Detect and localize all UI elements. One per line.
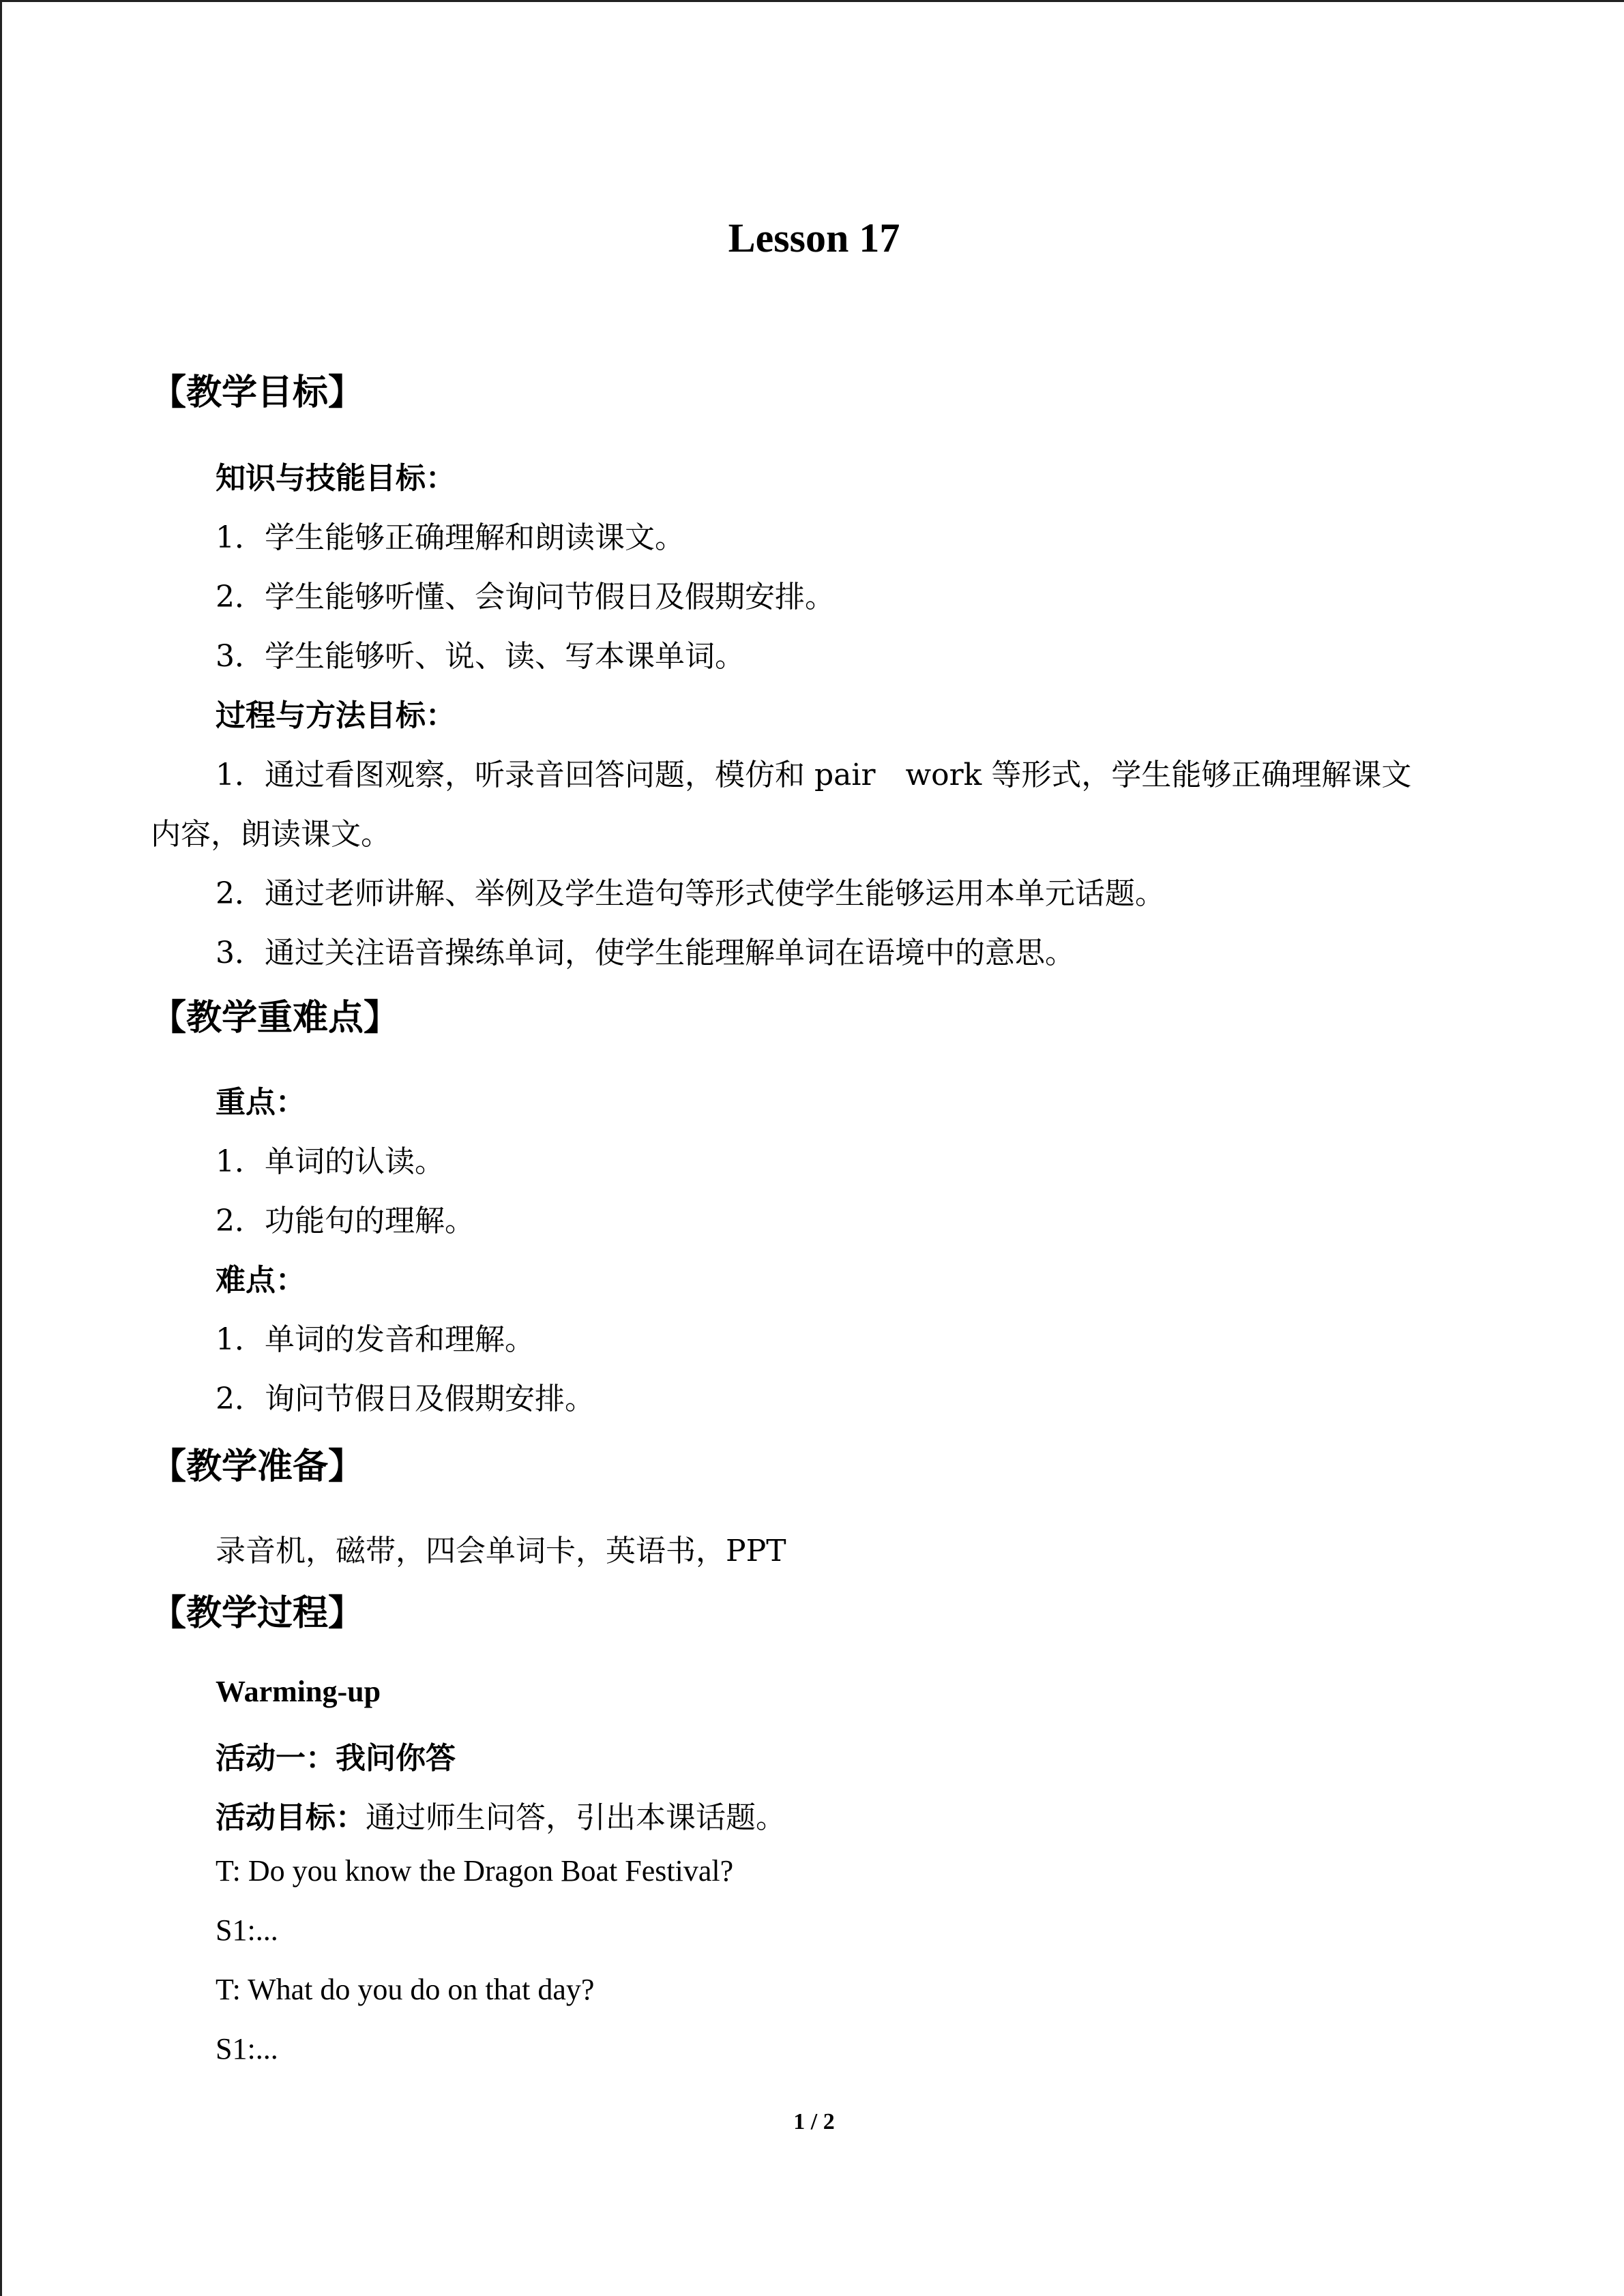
- difficulty-item: 1．单词的发音和理解。: [216, 1322, 535, 1357]
- dialogue-line: T: What do you do on that day?: [216, 1973, 595, 2006]
- knowledge-skill-label: 知识与技能目标：: [216, 461, 456, 496]
- knowledge-item: 2．学生能够听懂、会询问节假日及假期安排。: [216, 580, 835, 614]
- page-number: 1 / 2: [793, 2109, 835, 2134]
- activity-goal: [216, 1793, 786, 1836]
- knowledge-item: 1．学生能够正确理解和朗读课文。: [216, 520, 685, 555]
- focus-item: 2．功能句的理解。: [216, 1204, 475, 1238]
- warming-up-label: Warming-up: [216, 1675, 381, 1708]
- section-heading-procedure: 【教学过程】: [151, 1592, 364, 1634]
- dialogue-line: T: Do you know the Dragon Boat Festival?: [216, 1854, 734, 1888]
- focus-item: 1．单词的认读。: [216, 1144, 445, 1179]
- dialogue-line: S1:...: [216, 1913, 278, 1947]
- knowledge-item: 3．学生能够听、说、读、写本课单词。: [216, 639, 745, 674]
- activity-goal-label: 活动目标：: [216, 1800, 366, 1835]
- section-heading-preparation: 【教学准备】: [151, 1446, 364, 1487]
- process-item: 2．通过老师讲解、举例及学生造句等形式使学生能够运用本单元话题。: [216, 876, 1165, 911]
- difficulty-label: 难点：: [216, 1263, 306, 1298]
- activity-goal-text: 通过师生问答，引出本课话题。: [366, 1800, 786, 1835]
- process-item: 3．通过关注语音操练单词，使学生能理解单词在语境中的意思。: [216, 936, 1075, 970]
- dialogue-line: S1:...: [216, 2032, 278, 2066]
- section-heading-objectives: 【教学目标】: [151, 372, 364, 413]
- process-item: 1．通过看图观察，听录音回答问题，模仿和 pair work 等形式，学生能够正确理解课文: [216, 758, 1412, 792]
- preparation-text: 录音机，磁带，四会单词卡，英语书，PPT: [216, 1534, 786, 1568]
- section-heading-key-points: 【教学重难点】: [151, 997, 400, 1039]
- process-method-label: 过程与方法目标：: [216, 698, 456, 733]
- difficulty-item: 2．询问节假日及假期安排。: [216, 1382, 595, 1416]
- focus-label: 重点：: [216, 1085, 306, 1120]
- process-item-continuation: 内容，朗读课文。: [151, 817, 391, 852]
- activity-label: 活动一：我问你答: [216, 1741, 456, 1776]
- document-title: Lesson 17: [728, 215, 900, 260]
